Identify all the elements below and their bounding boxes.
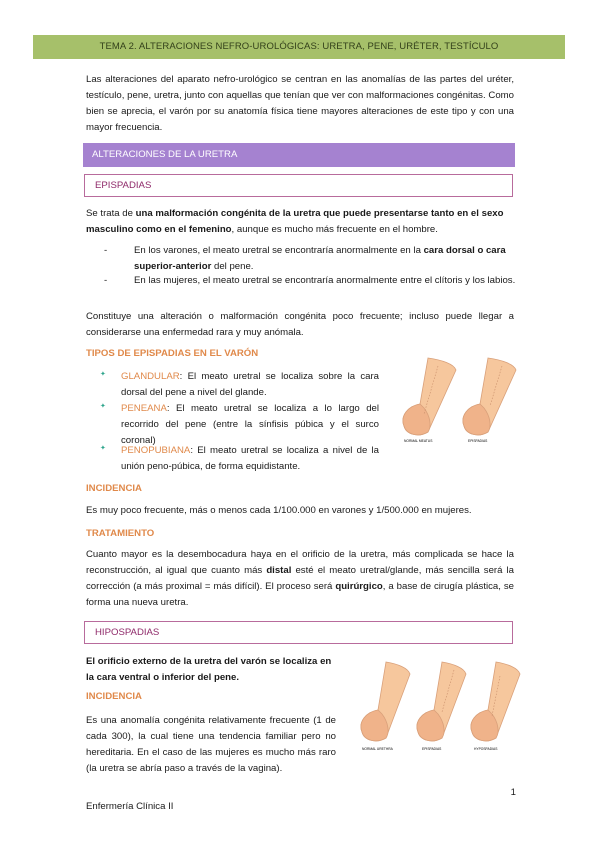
type-name: GLANDULAR xyxy=(121,371,180,382)
treatment-part: , a base de cirugía plástica, se forma una nueva uretra. xyxy=(86,581,514,608)
bullet-icon: ✦ xyxy=(100,445,106,452)
epispadias-heading: EPISPADIAS xyxy=(84,174,513,197)
item-pre: En las mujeres, el meato uretral se encontraría anormalmente entre el clítoris y los labios. xyxy=(134,275,516,286)
figure-label: NORMAL URETHRA xyxy=(362,747,393,751)
hypospadias-figure xyxy=(471,662,520,741)
hipospadias-incidence-heading: INCIDENCIA xyxy=(86,691,142,702)
figure-label: NORMAL MEATUS xyxy=(404,439,433,443)
bullet-icon: ✦ xyxy=(100,371,106,378)
figure-label: EPISPADIAS xyxy=(468,439,488,443)
dash-marker: - xyxy=(104,275,108,286)
figure-label: HYPOSPADIAS xyxy=(474,747,498,751)
hipospadias-definition: El orificio externo de la uretra del varón se localiza en la cara ventral o inferior del pene. xyxy=(86,656,332,683)
footer-course: Enfermería Clínica II xyxy=(86,801,174,812)
epispadias-illustration xyxy=(398,352,520,444)
treatment-part: esté el meato uretral/glande, más sencilla será la corrección (a más proximal = más difícil). El proceso será xyxy=(86,565,515,592)
treatment-bold: quirúrgico xyxy=(335,581,383,592)
definition-bold: una malformación congénita de la uretra que puede presentarse tanto en el sexo masculino como en el femenino xyxy=(86,208,504,235)
treatment-part: Cuanto mayor es la desembocadura haya en el orificio de la uretra, más complicada se hace la reconstrucción, al igual que cuanto más xyxy=(86,549,514,576)
incidence-heading: INCIDENCIA xyxy=(86,483,142,494)
normal-penis-figure xyxy=(403,358,456,435)
definition-post: , aunque es mucho más frecuente en el hombre. xyxy=(231,224,438,235)
chapter-title-banner: TEMA 2. ALTERACIONES NEFRO-UROLÓGICAS: URETRA, PENE, URÉTER, TESTÍCULO xyxy=(33,35,565,59)
epispadias-figure xyxy=(417,662,466,741)
item-bold: cara dorsal o cara superior-anterior xyxy=(134,245,506,272)
figure-label: EPISPADIAS xyxy=(422,747,442,751)
treatment-text xyxy=(86,547,514,611)
list-item xyxy=(100,401,379,449)
hipospadias-illustration xyxy=(356,656,522,752)
incidence-text: Es muy poco frecuente, más o menos cada 1/100.000 en varones y 1/500.000 en mujeres. xyxy=(86,505,472,516)
epispadias-definition xyxy=(86,206,516,238)
hipospadias-heading: HIPOSPADIAS xyxy=(84,621,513,644)
list-item xyxy=(100,443,379,475)
item-post: del pene. xyxy=(211,260,254,272)
type-text: : El meato uretral se localiza a lo largo del recorrido del pene (entre la sínfisis púbica y el surco coronal) xyxy=(121,403,379,446)
bullet-icon: ✦ xyxy=(100,403,106,410)
type-text: : El meato uretral se localiza a nivel de la unión peno-púbica, de forma equidistante. xyxy=(121,445,379,472)
treatment-heading: TRATAMIENTO xyxy=(86,528,155,539)
epispadias-figure xyxy=(463,358,516,435)
dash-marker: - xyxy=(104,245,108,256)
section-title-bar: ALTERACIONES DE LA URETRA xyxy=(83,143,515,167)
rarity-paragraph: Constituye una alteración o malformación congénita poco frecuente; incluso puede llegar a considerarse una enfermedad rara y muy anómala. xyxy=(86,311,514,338)
list-item xyxy=(100,369,379,401)
intro-paragraph: Las alteraciones del aparato nefro-urológico se centran en las anomalías de las partes del uréter, testículo, pene, uretra, junto con aquellas que tenían que ver con malformaciones congénitas. Como bien se aprecia, el varón por su anatomía física tiene mayores alteraciones de este tipo y con una mayor frecuencia. xyxy=(86,74,514,133)
treatment-bold: distal xyxy=(266,565,292,576)
hipospadias-incidence-text: Es una anomalía congénita relativamente frecuente (1 de cada 300), la cual tiene una tendencia familiar pero no hereditaria. En el caso de las mujeres es mucho más raro (la uretra se abría paso a través de la vagina). xyxy=(86,715,336,774)
type-name: PENEANA xyxy=(121,403,167,414)
type-name: PENOPUBIANA xyxy=(121,445,191,456)
page-number: 1 xyxy=(510,787,516,798)
list-item xyxy=(104,273,516,289)
list-item xyxy=(104,243,516,274)
item-pre: En los varones, el meato uretral se encontraría anormalmente en la xyxy=(134,245,424,256)
normal-urethra-figure xyxy=(361,662,410,741)
type-text: : El meato uretral se localiza sobre la cara dorsal del pene a nivel del glande. xyxy=(121,371,379,398)
types-heading: TIPOS DE EPISPADIAS EN EL VARÓN xyxy=(86,348,259,359)
definition-pre: Se trata de xyxy=(86,208,136,219)
